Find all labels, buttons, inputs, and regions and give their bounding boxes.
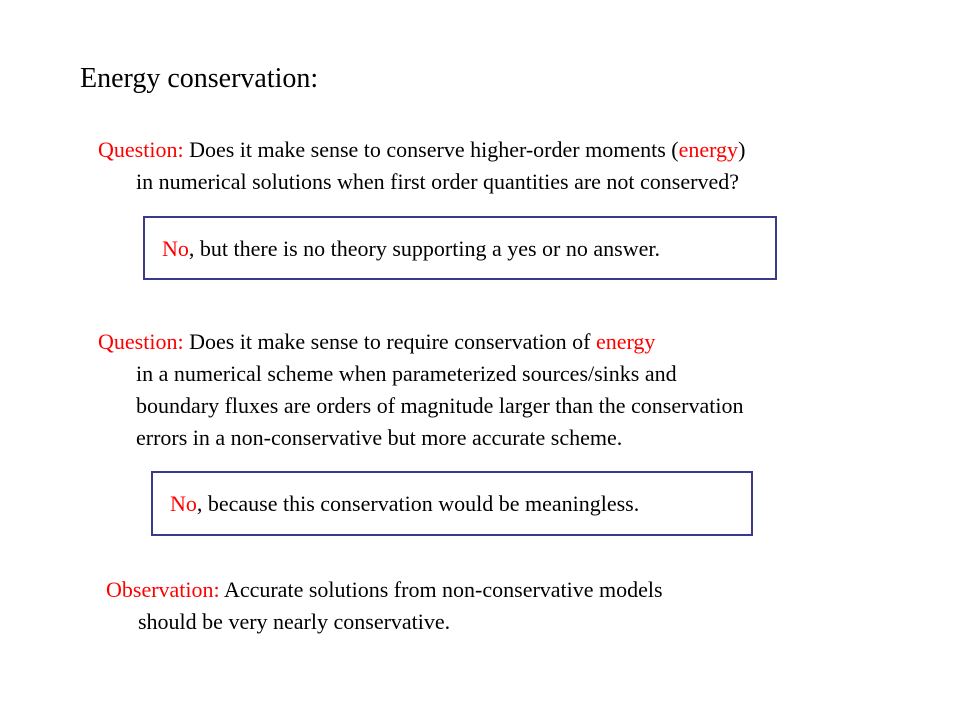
observation-label: Observation:	[106, 577, 220, 602]
question-1-text-post: )	[738, 137, 746, 162]
question-2-text-pre: Does it make sense to require conservation of	[183, 329, 596, 354]
question-2-line-1	[98, 326, 743, 358]
observation-line-1	[106, 574, 663, 606]
observation	[106, 574, 663, 638]
question-2-line-3: boundary fluxes are orders of magnitude larger than the conservation	[136, 393, 744, 418]
question-2-line-2: in a numerical scheme when parameterized sources/sinks and	[136, 361, 677, 386]
slide-title: Energy conservation:	[80, 63, 319, 94]
question-1-line-1	[98, 134, 745, 166]
answer-1-no: No	[162, 236, 189, 261]
answer-2-text	[170, 489, 639, 519]
question-2-line-4: errors in a non-conservative but more accurate scheme.	[136, 425, 623, 450]
question-1	[98, 134, 745, 198]
question-1-label: Question:	[98, 137, 184, 162]
question-2	[98, 326, 743, 454]
question-1-text-pre: Does it make sense to conserve higher-order moments (	[183, 137, 679, 162]
question-2-label: Question:	[98, 329, 184, 354]
answer-2-box	[151, 471, 753, 536]
answer-2-no: No	[170, 491, 197, 516]
answer-2-rest: , because this conservation would be meaningless.	[196, 491, 640, 516]
question-2-energy: energy	[595, 329, 656, 354]
observation-line-2: should be very nearly conservative.	[138, 609, 451, 634]
question-1-line-2: in numerical solutions when first order quantities are not conserved?	[136, 169, 739, 194]
answer-1-text	[162, 234, 660, 264]
observation-text-1: Accurate solutions from non-conservative models	[219, 577, 663, 602]
question-1-energy: energy	[678, 137, 739, 162]
answer-1-rest: , but there is no theory supporting a yes or no answer.	[188, 236, 660, 261]
answer-1-box	[143, 216, 777, 280]
